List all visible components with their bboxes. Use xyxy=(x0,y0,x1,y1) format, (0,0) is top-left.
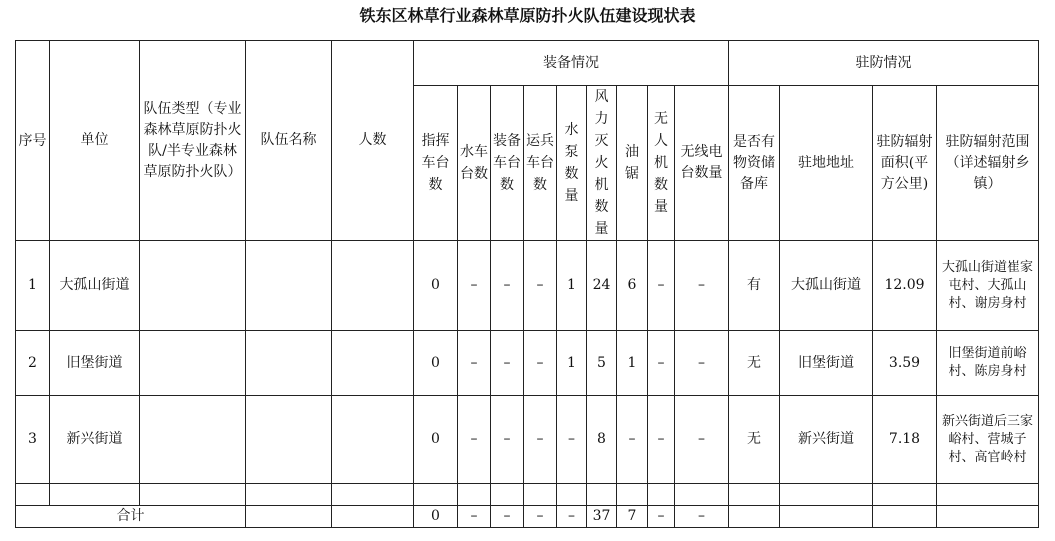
empty-cell xyxy=(246,506,332,528)
empty-cell xyxy=(675,484,729,506)
cell-team-type xyxy=(140,396,246,484)
empty-cell xyxy=(729,506,780,528)
cell-range: 新兴街道后三家峪村、营城子村、高官岭村 xyxy=(937,396,1039,484)
total-water-pumps: – xyxy=(557,506,587,528)
header-deployment: 驻防情况 xyxy=(729,41,1039,86)
header-depot: 是否有物资储备库 xyxy=(729,86,780,241)
empty-cell xyxy=(458,484,491,506)
cell-address: 新兴街道 xyxy=(780,396,873,484)
table-row-empty xyxy=(16,484,1039,506)
cell-chainsaws: – xyxy=(617,396,648,484)
table-row xyxy=(16,396,1039,484)
cell-team-name xyxy=(246,241,332,331)
cell-people xyxy=(332,396,414,484)
header-address: 驻地地址 xyxy=(780,86,873,241)
header-area: 驻防辐射面积(平方公里) xyxy=(873,86,937,241)
cell-unit: 新兴街道 xyxy=(50,396,140,484)
cell-area: 12.09 xyxy=(873,241,937,331)
cell-drones: – xyxy=(648,241,675,331)
total-drones: – xyxy=(648,506,675,528)
cell-wind-extinguishers: 8 xyxy=(587,396,617,484)
page-title: 铁东区林草行业森林草原防扑火队伍建设现状表 xyxy=(359,6,696,25)
header-range: 驻防辐射范围（详述辐射乡镇） xyxy=(937,86,1039,241)
empty-cell xyxy=(50,484,140,506)
empty-cell xyxy=(332,484,414,506)
cell-area: 3.59 xyxy=(873,331,937,396)
header-people: 人数 xyxy=(332,41,414,241)
total-water-trucks: – xyxy=(458,506,491,528)
total-radios: – xyxy=(675,506,729,528)
total-command-vehicles: 0 xyxy=(414,506,458,528)
empty-cell xyxy=(729,484,780,506)
empty-cell xyxy=(648,484,675,506)
header-wind-extinguishers: 风力灭火机数量 xyxy=(587,86,617,241)
total-chainsaws: 7 xyxy=(617,506,648,528)
empty-cell xyxy=(246,484,332,506)
header-troop-carriers: 运兵车台数 xyxy=(524,86,557,241)
header-radios: 无线电台数量 xyxy=(675,86,729,241)
total-troop-carriers: – xyxy=(524,506,557,528)
empty-cell xyxy=(873,484,937,506)
header-team-type: 队伍类型（专业森林草原防扑火队/半专业森林草原防扑火队） xyxy=(140,41,246,241)
empty-cell xyxy=(617,484,648,506)
table-row-total xyxy=(16,506,1039,528)
cell-chainsaws: 1 xyxy=(617,331,648,396)
cell-equipment-vehicles: – xyxy=(491,241,524,331)
cell-water-pumps: 1 xyxy=(557,331,587,396)
cell-seq: 1 xyxy=(16,241,50,331)
cell-team-name xyxy=(246,331,332,396)
cell-address: 旧堡街道 xyxy=(780,331,873,396)
cell-equipment-vehicles: – xyxy=(491,396,524,484)
cell-drones: – xyxy=(648,331,675,396)
header-water-pumps: 水泵数量 xyxy=(557,86,587,241)
cell-troop-carriers: – xyxy=(524,396,557,484)
cell-team-name xyxy=(246,396,332,484)
header-drones: 无人机数量 xyxy=(648,86,675,241)
cell-people xyxy=(332,331,414,396)
cell-radios: – xyxy=(675,241,729,331)
cell-wind-extinguishers: 24 xyxy=(587,241,617,331)
header-seq: 序号 xyxy=(16,41,50,241)
empty-cell xyxy=(873,506,937,528)
cell-depot: 无 xyxy=(729,396,780,484)
header-unit: 单位 xyxy=(50,41,140,241)
cell-radios: – xyxy=(675,331,729,396)
header-command-vehicles: 指挥车台数 xyxy=(414,86,458,241)
cell-drones: – xyxy=(648,396,675,484)
cell-troop-carriers: – xyxy=(524,331,557,396)
cell-team-type xyxy=(140,331,246,396)
cell-range: 旧堡街道前峪村、陈房身村 xyxy=(937,331,1039,396)
cell-water-trucks: – xyxy=(458,241,491,331)
cell-team-type xyxy=(140,241,246,331)
header-water-trucks: 水车台数 xyxy=(458,86,491,241)
cell-address: 大孤山街道 xyxy=(780,241,873,331)
cell-seq: 2 xyxy=(16,331,50,396)
cell-water-pumps: – xyxy=(557,396,587,484)
cell-command-vehicles: 0 xyxy=(414,331,458,396)
cell-water-pumps: 1 xyxy=(557,241,587,331)
status-table xyxy=(15,40,1039,528)
empty-cell xyxy=(414,484,458,506)
header-equipment: 装备情况 xyxy=(414,41,729,86)
cell-radios: – xyxy=(675,396,729,484)
header-chainsaws: 油锯 xyxy=(617,86,648,241)
empty-cell xyxy=(491,484,524,506)
empty-cell xyxy=(587,484,617,506)
empty-cell xyxy=(140,484,246,506)
cell-range: 大孤山街道崔家屯村、大孤山村、谢房身村 xyxy=(937,241,1039,331)
cell-depot: 无 xyxy=(729,331,780,396)
cell-command-vehicles: 0 xyxy=(414,396,458,484)
table-row xyxy=(16,241,1039,331)
empty-cell xyxy=(524,484,557,506)
cell-depot: 有 xyxy=(729,241,780,331)
empty-cell xyxy=(557,484,587,506)
cell-seq: 3 xyxy=(16,396,50,484)
cell-command-vehicles: 0 xyxy=(414,241,458,331)
empty-cell xyxy=(332,506,414,528)
total-equipment-vehicles: – xyxy=(491,506,524,528)
header-team-name: 队伍名称 xyxy=(246,41,332,241)
cell-water-trucks: – xyxy=(458,396,491,484)
cell-people xyxy=(332,241,414,331)
cell-equipment-vehicles: – xyxy=(491,331,524,396)
empty-cell xyxy=(937,484,1039,506)
empty-cell xyxy=(780,484,873,506)
header-equipment-vehicles: 装备车台数 xyxy=(491,86,524,241)
cell-unit: 旧堡街道 xyxy=(50,331,140,396)
total-wind-extinguishers: 37 xyxy=(587,506,617,528)
cell-water-trucks: – xyxy=(458,331,491,396)
empty-cell xyxy=(16,484,50,506)
cell-unit: 大孤山街道 xyxy=(50,241,140,331)
table-row xyxy=(16,331,1039,396)
empty-cell xyxy=(780,506,873,528)
total-label: 合计 xyxy=(16,506,246,528)
cell-wind-extinguishers: 5 xyxy=(587,331,617,396)
cell-area: 7.18 xyxy=(873,396,937,484)
cell-troop-carriers: – xyxy=(524,241,557,331)
cell-chainsaws: 6 xyxy=(617,241,648,331)
empty-cell xyxy=(937,506,1039,528)
